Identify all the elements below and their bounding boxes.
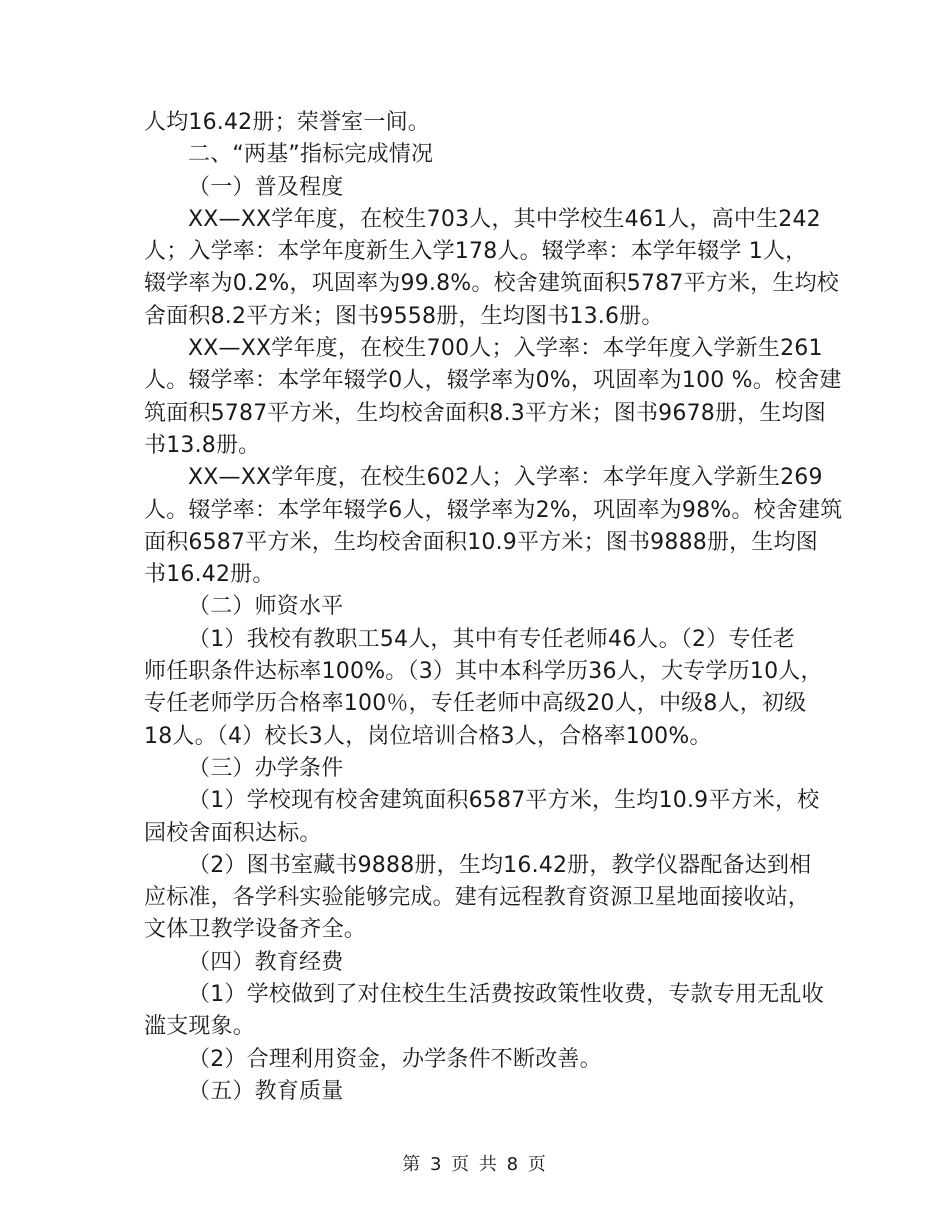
text-line: 二、“两基”指标完成情况 xyxy=(188,142,434,168)
text-line: 文体卫教学设备齐全。 xyxy=(144,917,367,943)
text-line: 人；入学率：本学年度新生入学178人。辍学率：本学年辍学 1人， xyxy=(144,239,808,265)
text-line: （2）合理利用资金，办学条件不断改善。 xyxy=(188,1046,602,1072)
text-line: 筑面积5787平方米，生均校舍面积8.3平方米；图书9678册，生均图 xyxy=(144,400,826,426)
text-line: 专任老师学历合格率100％，专任老师中高级20人，中级8人，初级 xyxy=(144,691,807,717)
text-line: （1）学校现有校舍建筑面积6587平方米，生均10.9平方米，校 xyxy=(188,788,820,814)
text-line: 应标准，各学科实验能够完成。建有远程教育资源卫星地面接收站， xyxy=(144,885,811,911)
text-line: 辍学率为0.2%，巩固率为99.8%。校舍建筑面积5787平方米，生均校 xyxy=(144,271,839,297)
text-line: （五）教育质量 xyxy=(188,1078,344,1104)
text-line: 舍面积8.2平方米；图书9558册，生均图书13.6册。 xyxy=(144,303,664,329)
text-line: 师任职条件达标率100%。（3）其中本科学历36人，大专学历10人， xyxy=(144,659,823,685)
text-line: （1）学校做到了对住校生生活费按政策性收费，专款专用无乱收 xyxy=(188,982,824,1008)
text-line: 书16.42册。 xyxy=(144,562,275,588)
text-line: 人。辍学率：本学年辍学6人，辍学率为2%，巩固率为98%。校舍建筑 xyxy=(144,497,843,523)
text-line: 人均16.42册；荣誉室一间。 xyxy=(144,110,430,135)
text-line: 18人。（4）校长3人，岗位培训合格3人，合格率100%。 xyxy=(144,723,712,749)
text-line: 滥支现象。 xyxy=(144,1014,256,1040)
text-line: XX—XX学年度，在校生700人；入学率：本学年度入学新生261 xyxy=(188,336,823,362)
text-line: XX—XX学年度，在校生602人；入学率：本学年度入学新生269 xyxy=(188,465,823,491)
text-line: （一）普及程度 xyxy=(188,174,344,200)
text-line: （2）图书室藏书9888册，生均16.42册，教学仪器配备达到相 xyxy=(188,852,812,878)
text-line: （四）教育经费 xyxy=(188,949,344,975)
text-line: （1）我校有教职工54人，其中有专任老师46人。（2）专任老 xyxy=(188,626,795,652)
text-line: 园校舍面积达标。 xyxy=(144,820,322,846)
page-footer: 第 3 页 共 8 页 xyxy=(402,1154,548,1175)
document-body xyxy=(144,107,843,1108)
text-line: （二）师资水平 xyxy=(188,594,344,620)
text-line: 人。辍学率：本学年辍学0人，辍学率为0%，巩固率为100 %。校舍建 xyxy=(144,368,842,394)
text-line: XX—XX学年度，在校生703人，其中学校生461人，高中生242 xyxy=(188,206,821,232)
text-line: （三）办学条件 xyxy=(188,755,344,781)
text-line: 书13.8册。 xyxy=(144,432,261,458)
text-line: 面积6587平方米，生均校舍面积10.9平方米；图书9888册，生均图 xyxy=(144,529,818,555)
